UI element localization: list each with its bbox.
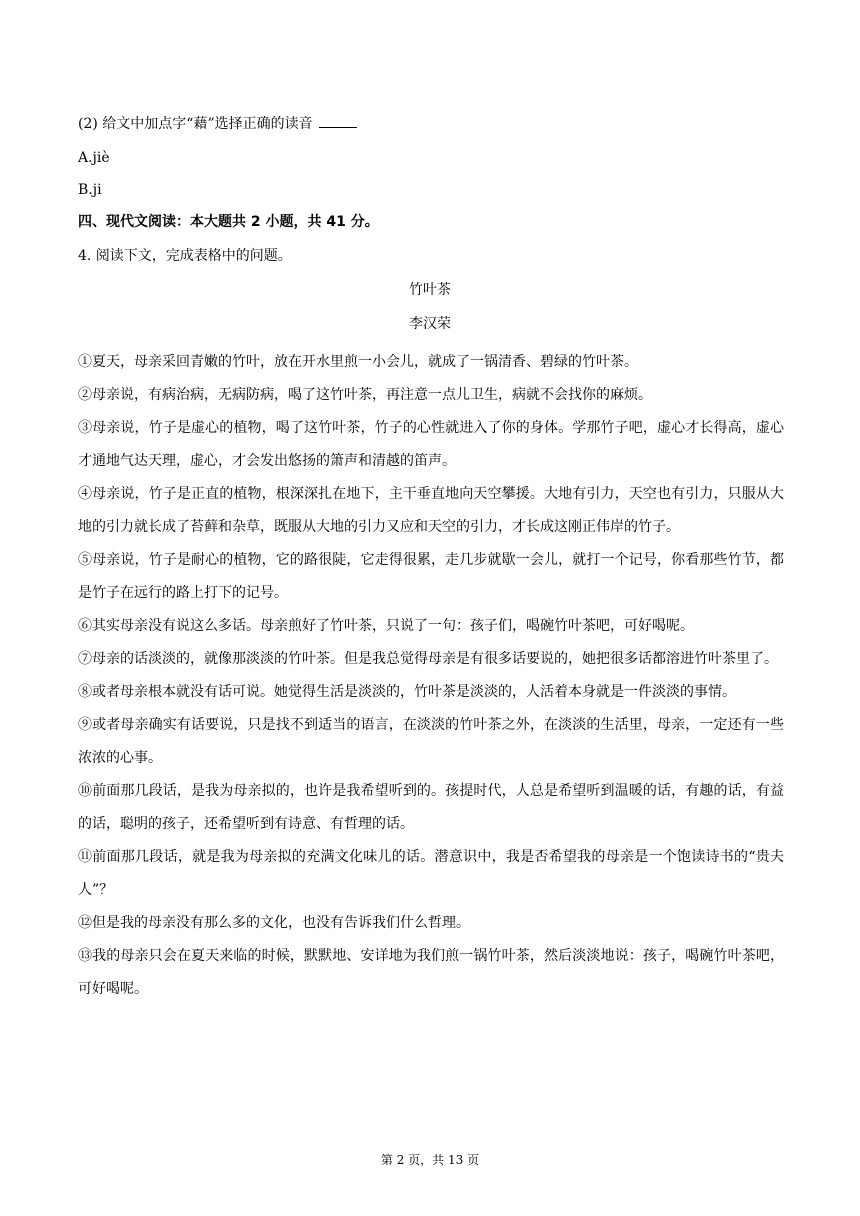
page-footer: 第 2 页，共 13 页 [380, 1153, 480, 1167]
question-4-instruction: 4. 阅读下文，完成表格中的问题。 [78, 248, 292, 264]
paragraph-13: ⑬我的母亲只会在夏天来临的时候，默默地、安详地为我们煎一锅竹叶茶，然后淡淡地说：孩子，喝碗竹叶茶吧，可好喝呢。 [78, 948, 784, 997]
paragraph-10: ⑩前面那几段话，是我为母亲拟的，也许是我希望听到的。孩提时代，人总是希望听到温暖的话，有趣的话，有益的话，聪明的孩子，还希望听到有诗意、有哲理的话。 [78, 783, 784, 832]
option-a: A.jiè [78, 150, 110, 166]
paragraph-12: ⑫但是我的母亲没有那么多的文化，也没有告诉我们什么哲理。 [78, 915, 470, 931]
paragraph-5: ⑤母亲说，竹子是耐心的植物，它的路很陡，它走得很累，走几步就歇一会儿，就打一个记号，你看那些竹节，都是竹子在远行的路上打下的记号。 [78, 552, 784, 601]
paragraph-1: ①夏天，母亲采回青嫩的竹叶，放在开水里煎一小会儿，就成了一锅清香、碧绿的竹叶茶。 [78, 354, 638, 370]
article-title: 竹叶茶 [409, 282, 451, 298]
question-2 [78, 114, 357, 134]
paragraph-6: ⑥其实母亲没有说这么多话。母亲煎好了竹叶茶，只说了一句：孩子们，喝碗竹叶茶吧，可好喝呢。 [78, 618, 694, 634]
article-body [78, 346, 784, 1006]
paragraph-2: ②母亲说，有病治病，无病防病，喝了这竹叶茶，再注意一点儿卫生，病就不会找你的麻烦。 [78, 387, 652, 403]
paragraph-7: ⑦母亲的话淡淡的，就像那淡淡的竹叶茶。但是我总觉得母亲是有很多话要说的，她把很多话都溶进竹叶茶里了。 [78, 651, 778, 667]
question-2-prompt: (2) 给文中加点字“藉”选择正确的读音 [78, 116, 313, 132]
section-heading: 四、现代文阅读：本大题共 2 小题，共 41 分。 [78, 214, 379, 230]
option-b: B.ji [78, 182, 102, 198]
paragraph-9: ⑨或者母亲确实有话要说，只是找不到适当的语言，在淡淡的竹叶茶之外，在淡淡的生活里，母亲，一定还有一些浓浓的心事。 [78, 717, 784, 766]
paragraph-8: ⑧或者母亲根本就没有话可说。她觉得生活是淡淡的，竹叶茶是淡淡的，人活着本身就是一件淡淡的事情。 [78, 684, 736, 700]
paragraph-11: ⑪前面那几段话，就是我为母亲拟的充满文化味儿的话。潜意识中，我是否希望我的母亲是一个饱读诗书的“贵夫人”？ [78, 849, 784, 898]
paragraph-4: ④母亲说，竹子是正直的植物，根深深扎在地下，主干垂直地向天空攀援。大地有引力，天空也有引力，只服从大地的引力就长成了苔藓和杂草，既服从大地的引力又应和天空的引力，才长成这刚正伟岸的竹子。 [78, 486, 784, 535]
answer-blank [319, 114, 357, 128]
article-author: 李汉荣 [409, 316, 451, 332]
paragraph-3: ③母亲说，竹子是虚心的植物，喝了这竹叶茶，竹子的心性就进入了你的身体。学那竹子吧，虚心才长得高，虚心才通地气达天理，虚心，才会发出悠扬的箫声和清越的笛声。 [78, 420, 784, 469]
